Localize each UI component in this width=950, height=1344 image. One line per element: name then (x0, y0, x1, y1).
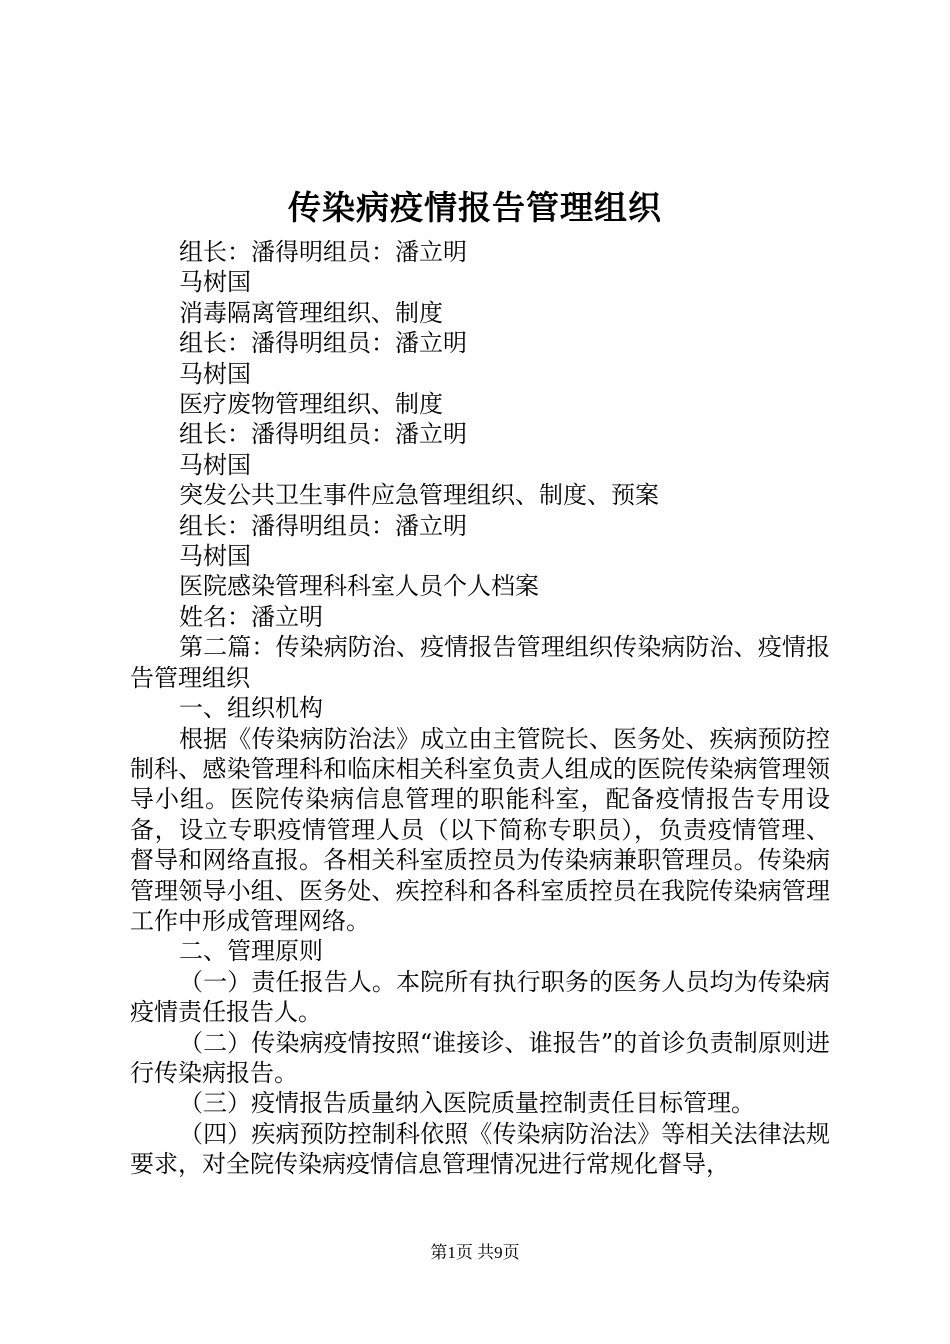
paragraph: 消毒隔离管理组织、制度 (179, 298, 443, 327)
paragraph: （四）疾病预防控制科依照《传染病防治法》等相关法律法规要求，对全院传染病疫情信息管理情况进行常规化督导， (130, 1119, 830, 1179)
paragraph: 姓名：潘立明 (179, 602, 323, 631)
section-heading: 二、管理原则 (179, 937, 323, 966)
section-heading: 一、组织机构 (179, 694, 323, 723)
paragraph: 根据《传染病防治法》成立由主管院长、医务处、疾病预防控制科、感染管理科和临床相关科室负责人组成的医院传染病管理领导小组。医院传染病信息管理的职能科室，配备疫情报告专用设备，设立专职疫情管理人员（以下简称专职员），负责疫情管理、督导和网络直报。各相关科室质控员为传染病兼职管理员。传染病管理领导小组、医务处、疾控科和各科室质控员在我院传染病管理工作中形成管理网络。 (130, 724, 830, 935)
paragraph: 组长：潘得明组员：潘立明 (179, 329, 467, 358)
document-body (130, 237, 830, 1180)
paragraph: 突发公共卫生事件应急管理组织、制度、预案 (179, 481, 659, 510)
paragraph: 组长：潘得明组员：潘立明 (179, 420, 467, 449)
paragraph: （三）疫情报告质量纳入医院质量控制责任目标管理。 (179, 1089, 755, 1118)
page-footer: 第1页 共9页 (430, 1243, 520, 1262)
document-title: 传染病疫情报告管理组织 (288, 188, 662, 227)
paragraph: 马树国 (179, 268, 251, 297)
paragraph: 马树国 (179, 359, 251, 388)
paragraph: 医院感染管理科科室人员个人档案 (179, 572, 539, 601)
paragraph: （一）责任报告人。本院所有执行职务的医务人员均为传染病疫情责任报告人。 (130, 967, 830, 1027)
paragraph: （二）传染病疫情按照“谁接诊、谁报告”的首诊负责制原则进行传染病报告。 (130, 1028, 830, 1087)
paragraph: 马树国 (179, 542, 251, 571)
paragraph: 马树国 (179, 450, 251, 479)
paragraph: 组长：潘得明组员：潘立明 (179, 511, 467, 540)
paragraph: 组长：潘得明组员：潘立明 (179, 238, 467, 266)
section-heading: 第二篇：传染病防治、疫情报告管理组织传染病防治、疫情报告管理组织 (130, 633, 830, 692)
paragraph: 医疗废物管理组织、制度 (179, 390, 443, 419)
